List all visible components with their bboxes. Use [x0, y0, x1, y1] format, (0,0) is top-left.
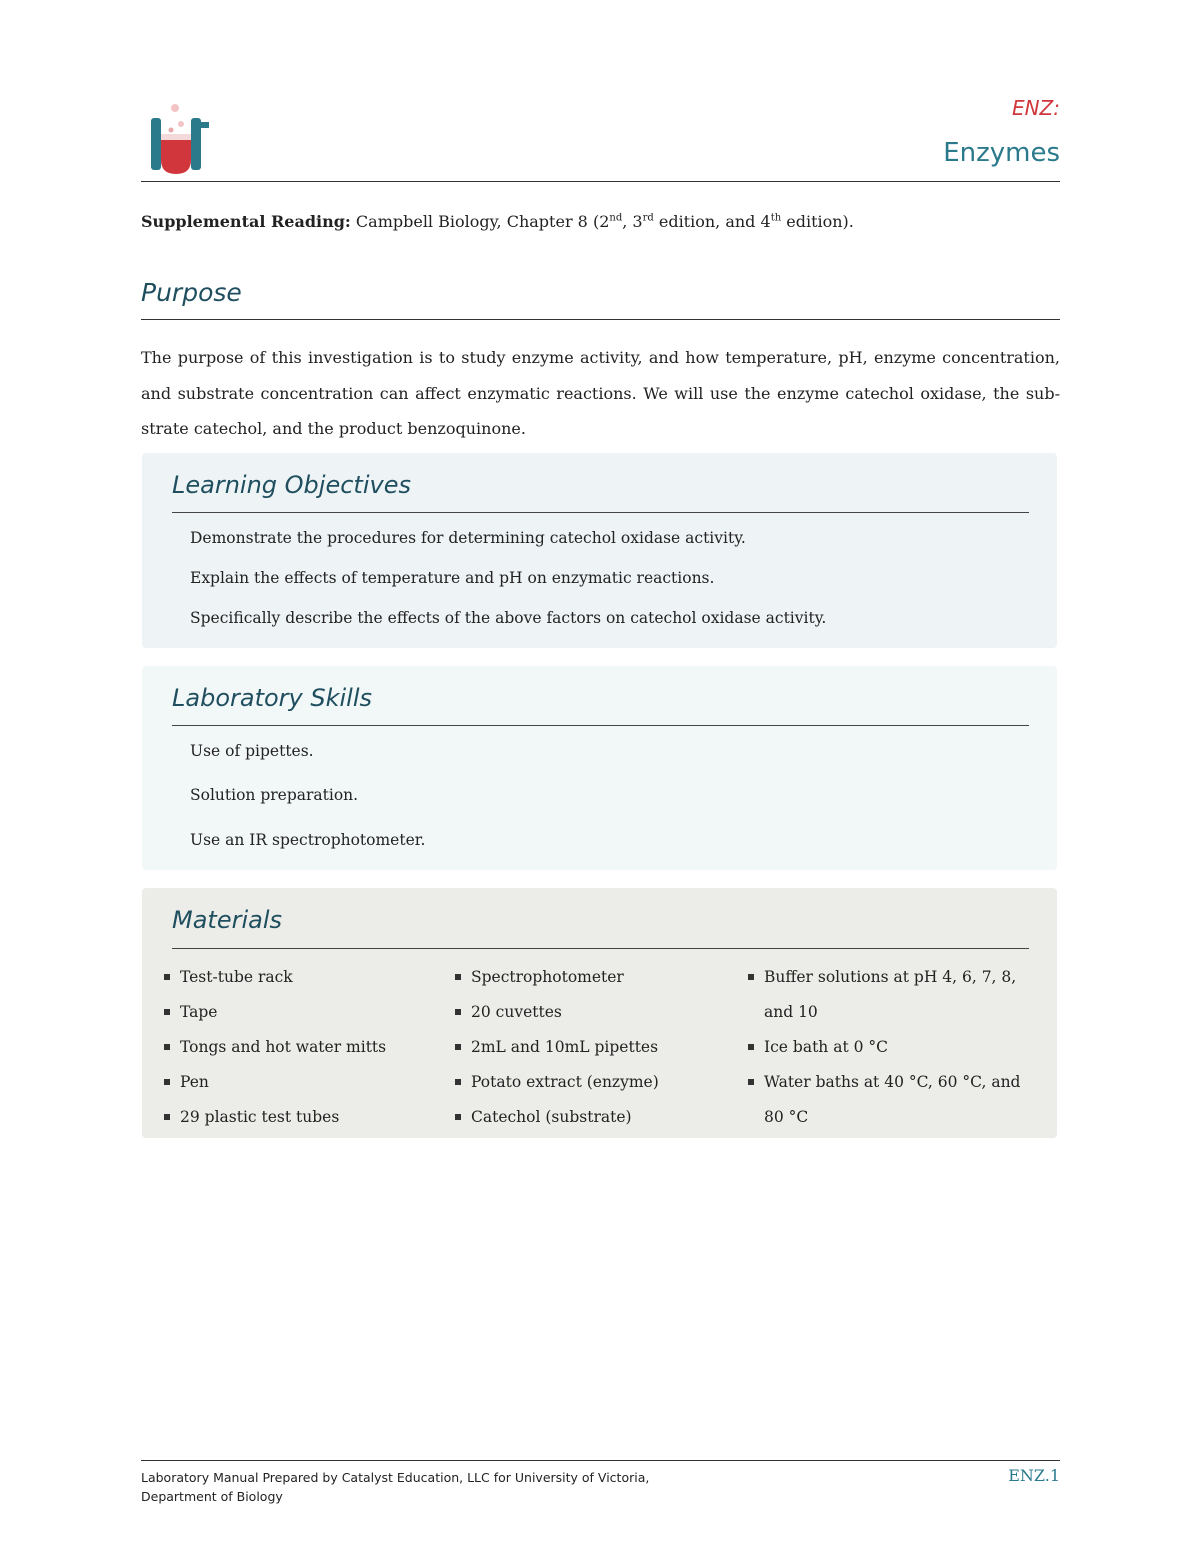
- supplemental-text: edition, and 4: [653, 212, 771, 231]
- list-item: Tape: [162, 995, 386, 1030]
- sup-th: th: [770, 212, 782, 224]
- supplemental-text: edition).: [781, 212, 854, 231]
- supplemental-label: Supplemental Reading:: [141, 212, 351, 231]
- laboratory-skills-heading: Laboratory Skills: [172, 684, 373, 712]
- list-item: Pen: [162, 1065, 386, 1100]
- purpose-paragraph: The purpose of this investigation is to study enzyme activity, and how temperature, pH, enzyme concentration, and substrate concentration can affect enzymatic reactions. We will use the enzyme catechol oxidase, the sub-strate catechol, and the product benzoquinone.: [141, 348, 1060, 438]
- list-item: 29 plastic test tubes: [162, 1100, 386, 1135]
- materials-box: [142, 888, 1057, 1138]
- list-item: 2mL and 10mL pipettes: [453, 1030, 659, 1065]
- supplemental-reading: [141, 212, 854, 231]
- list-item: Tongs and hot water mitts: [162, 1030, 386, 1065]
- list-item: Ice bath at 0 °C: [746, 1030, 1020, 1065]
- list-item: Specifically describe the effects of the above factors on catechol oxidase activity.: [190, 609, 827, 627]
- page-title: Enzymes: [943, 138, 1060, 168]
- learning-objectives-heading: Learning Objectives: [172, 471, 411, 499]
- list-item-continuation: 80 °C: [764, 1108, 809, 1126]
- materials-column-3: [746, 960, 1020, 1135]
- learning-objectives-divider: [172, 512, 1029, 513]
- learning-objectives-box: [142, 453, 1057, 648]
- materials-divider: [172, 948, 1029, 949]
- laboratory-skills-box: [142, 666, 1057, 870]
- supplemental-text: , 3: [622, 212, 643, 231]
- materials-heading: Materials: [172, 906, 283, 934]
- purpose-divider: [141, 319, 1060, 320]
- sup-rd: rd: [642, 212, 654, 224]
- list-item: Explain the effects of temperature and pH on enzymatic reactions.: [190, 569, 715, 587]
- footer-credit: [141, 1468, 649, 1506]
- materials-column-2: [453, 960, 659, 1135]
- purpose-heading: Purpose: [141, 278, 242, 307]
- sup-nd: nd: [609, 212, 623, 224]
- footer-line-1: Laboratory Manual Prepared by Catalyst Education, LLC for University of Victoria,: [141, 1470, 650, 1485]
- list-item: Use an IR spectrophotometer.: [190, 831, 426, 849]
- list-item: Use of pipettes.: [190, 742, 314, 760]
- footer-divider: [141, 1460, 1060, 1461]
- list-item: Test-tube rack: [162, 960, 386, 995]
- list-item: Solution preparation.: [190, 786, 359, 804]
- header-divider: [141, 181, 1060, 182]
- list-item: Spectrophotometer: [453, 960, 659, 995]
- footer-line-2: Department of Biology: [141, 1489, 283, 1504]
- supplemental-text: Campbell Biology, Chapter 8 (2: [355, 212, 610, 231]
- beaker-logo-icon: [145, 100, 209, 180]
- list-item-continuation: and 10: [764, 1003, 818, 1021]
- document-page: [141, 0, 1060, 1553]
- list-item: Potato extract (enzyme): [453, 1065, 659, 1100]
- list-item: Catechol (substrate): [453, 1100, 659, 1135]
- laboratory-skills-divider: [172, 725, 1029, 726]
- list-item: Demonstrate the procedures for determining catechol oxidase activity.: [190, 529, 746, 547]
- materials-column-1: [162, 960, 386, 1135]
- list-item: Buffer solutions at pH 4, 6, 7, 8,: [746, 960, 1020, 995]
- list-item: 20 cuvettes: [453, 995, 659, 1030]
- list-item: Water baths at 40 °C, 60 °C, and: [746, 1065, 1020, 1100]
- page-number: ENZ.1: [1008, 1466, 1060, 1485]
- chapter-code: ENZ:: [1011, 96, 1060, 120]
